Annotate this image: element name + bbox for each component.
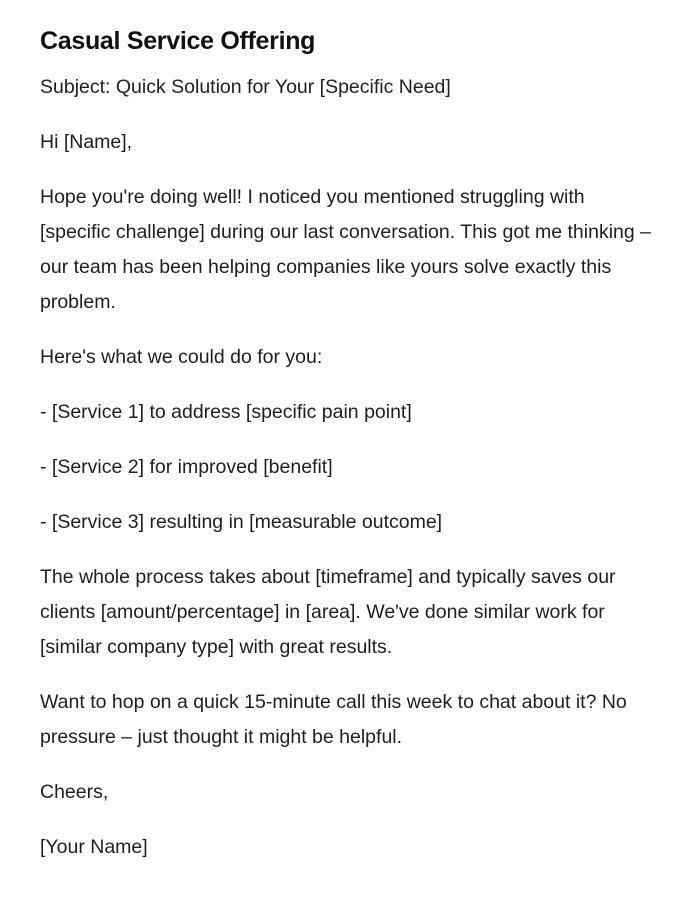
call-to-action-paragraph: Want to hop on a quick 15-minute call this week to chat about it? No pressure – just thought it might be helpful. [40, 691, 627, 748]
service-item-1: - [Service 1] to address [specific pain point] [40, 401, 412, 423]
document-title: Casual Service Offering [40, 27, 316, 55]
email-subject: Subject: Quick Solution for Your [Specific Need] [40, 76, 451, 98]
signature: [Your Name] [40, 836, 148, 858]
intro-paragraph: Hope you're doing well! I noticed you mentioned struggling with [specific challenge] during our last conversation. This got me thinking – our team has been helping companies like yours solve exactly this problem. [40, 186, 651, 313]
service-item-3: - [Service 3] resulting in [measurable outcome] [40, 511, 443, 533]
process-paragraph: The whole process takes about [timeframe] and typically saves our clients [amount/percentage] in [area]. We've done similar work for [similar company type] with great results. [40, 566, 616, 658]
signoff: Cheers, [40, 781, 109, 803]
service-item-2: - [Service 2] for improved [benefit] [40, 456, 333, 478]
offer-lead-paragraph: Here's what we could do for you: [40, 346, 323, 368]
email-greeting: Hi [Name], [40, 131, 133, 153]
